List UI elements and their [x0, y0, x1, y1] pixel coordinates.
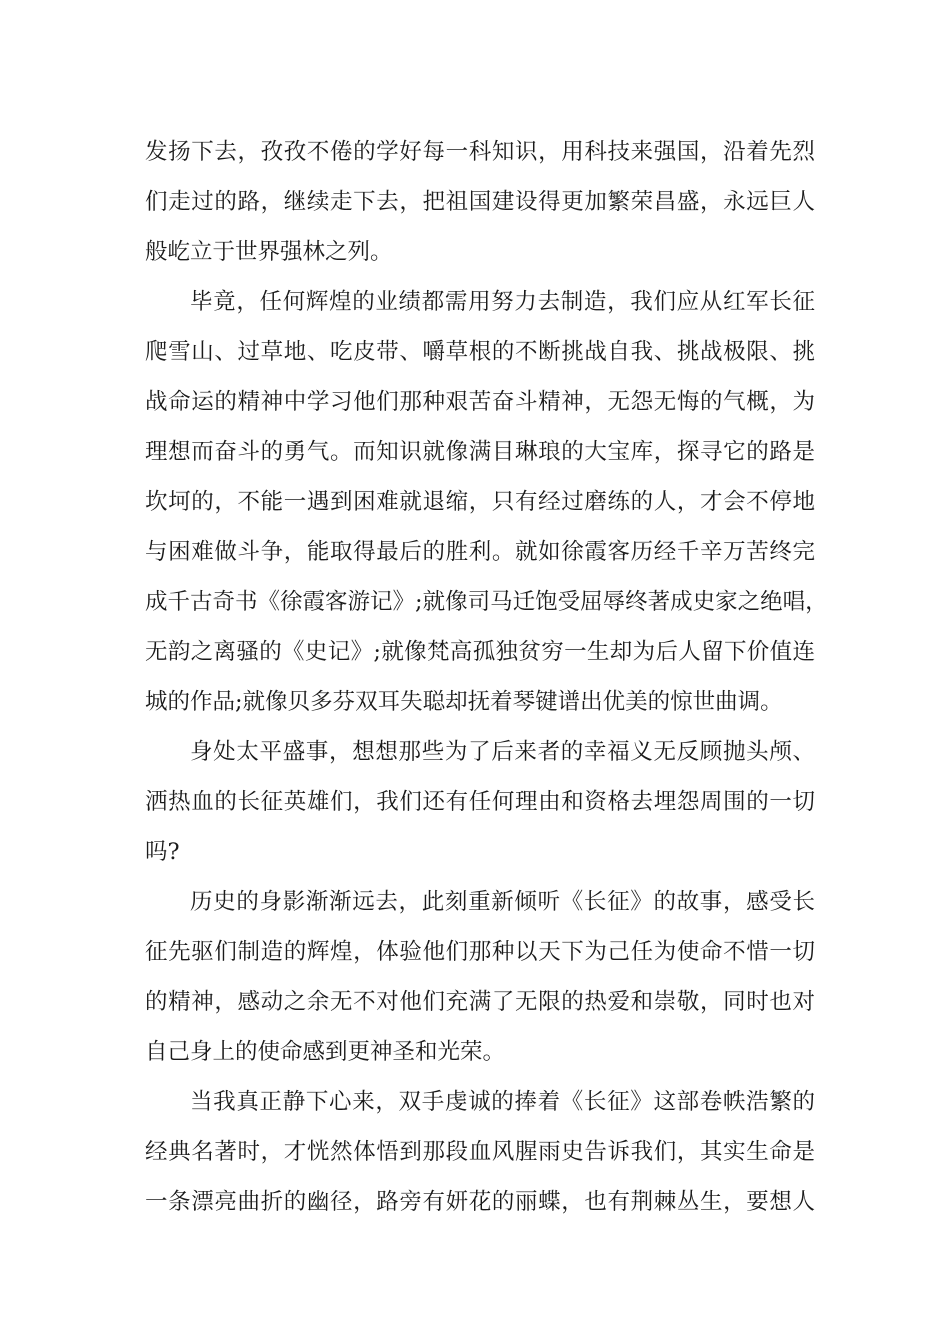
text-line: 洒热血的长征英雄们，我们还有任何理由和资格去埋怨周围的一切 [145, 789, 815, 815]
text-line: 坎坷的，不能一遇到困难就退缩，只有经过磨练的人，才会不停地 [145, 489, 815, 515]
text-line: 城的作品;就像贝多芬双耳失聪却抚着琴键谱出优美的惊世曲调。 [145, 689, 783, 715]
text-line: 身处太平盛事，想想那些为了后来者的幸福义无反顾抛头颅、 [190, 739, 815, 765]
text-line: 吗? [145, 839, 180, 865]
text-line: 与困难做斗争，能取得最后的胜利。就如徐霞客历经千辛万苦终完 [145, 539, 815, 565]
text-line: 爬雪山、过草地、吃皮带、嚼草根的不断挑战自我、挑战极限、挑 [145, 339, 815, 365]
text-line: 理想而奋斗的勇气。而知识就像满目琳琅的大宝库，探寻它的路是 [145, 439, 815, 465]
text-line: 历史的身影渐渐远去，此刻重新倾听《长征》的故事，感受长 [190, 889, 815, 915]
text-line: 们走过的路，继续走下去，把祖国建设得更加繁荣昌盛，永远巨人 [145, 189, 815, 215]
text-line: 自己身上的使命感到更神圣和光荣。 [145, 1039, 506, 1065]
text-line: 发扬下去，孜孜不倦的学好每一科知识，用科技来强国，沿着先烈 [145, 139, 815, 165]
text-line: 的精神，感动之余无不对他们充满了无限的热爱和崇敬，同时也对 [145, 989, 815, 1015]
text-line: 无韵之离骚的《史记》;就像梵高孤独贫穷一生却为后人留下价值连 [145, 639, 815, 665]
text-line: 成千古奇书《徐霞客游记》;就像司马迁饱受屈辱终著成史家之绝唱， [145, 589, 828, 615]
text-line: 一条漂亮曲折的幽径，路旁有妍花的丽蝶，也有荆棘丛生，要想人 [145, 1189, 815, 1215]
text-line: 般屹立于世界强林之列。 [145, 239, 393, 265]
text-line: 经典名著时，才恍然体悟到那段血风腥雨史告诉我们，其实生命是 [145, 1139, 815, 1165]
text-line: 毕竟，任何辉煌的业绩都需用努力去制造，我们应从红军长征 [190, 289, 815, 315]
text-line: 征先驱们制造的辉煌，体验他们那种以天下为己任为使命不惜一切 [145, 939, 815, 965]
text-line: 战命运的精神中学习他们那种艰苦奋斗精神，无怨无悔的气概，为 [145, 389, 815, 415]
text-line: 当我真正静下心来，双手虔诚的捧着《长征》这部卷帙浩繁的 [190, 1089, 815, 1115]
body-text [145, 127, 828, 1227]
